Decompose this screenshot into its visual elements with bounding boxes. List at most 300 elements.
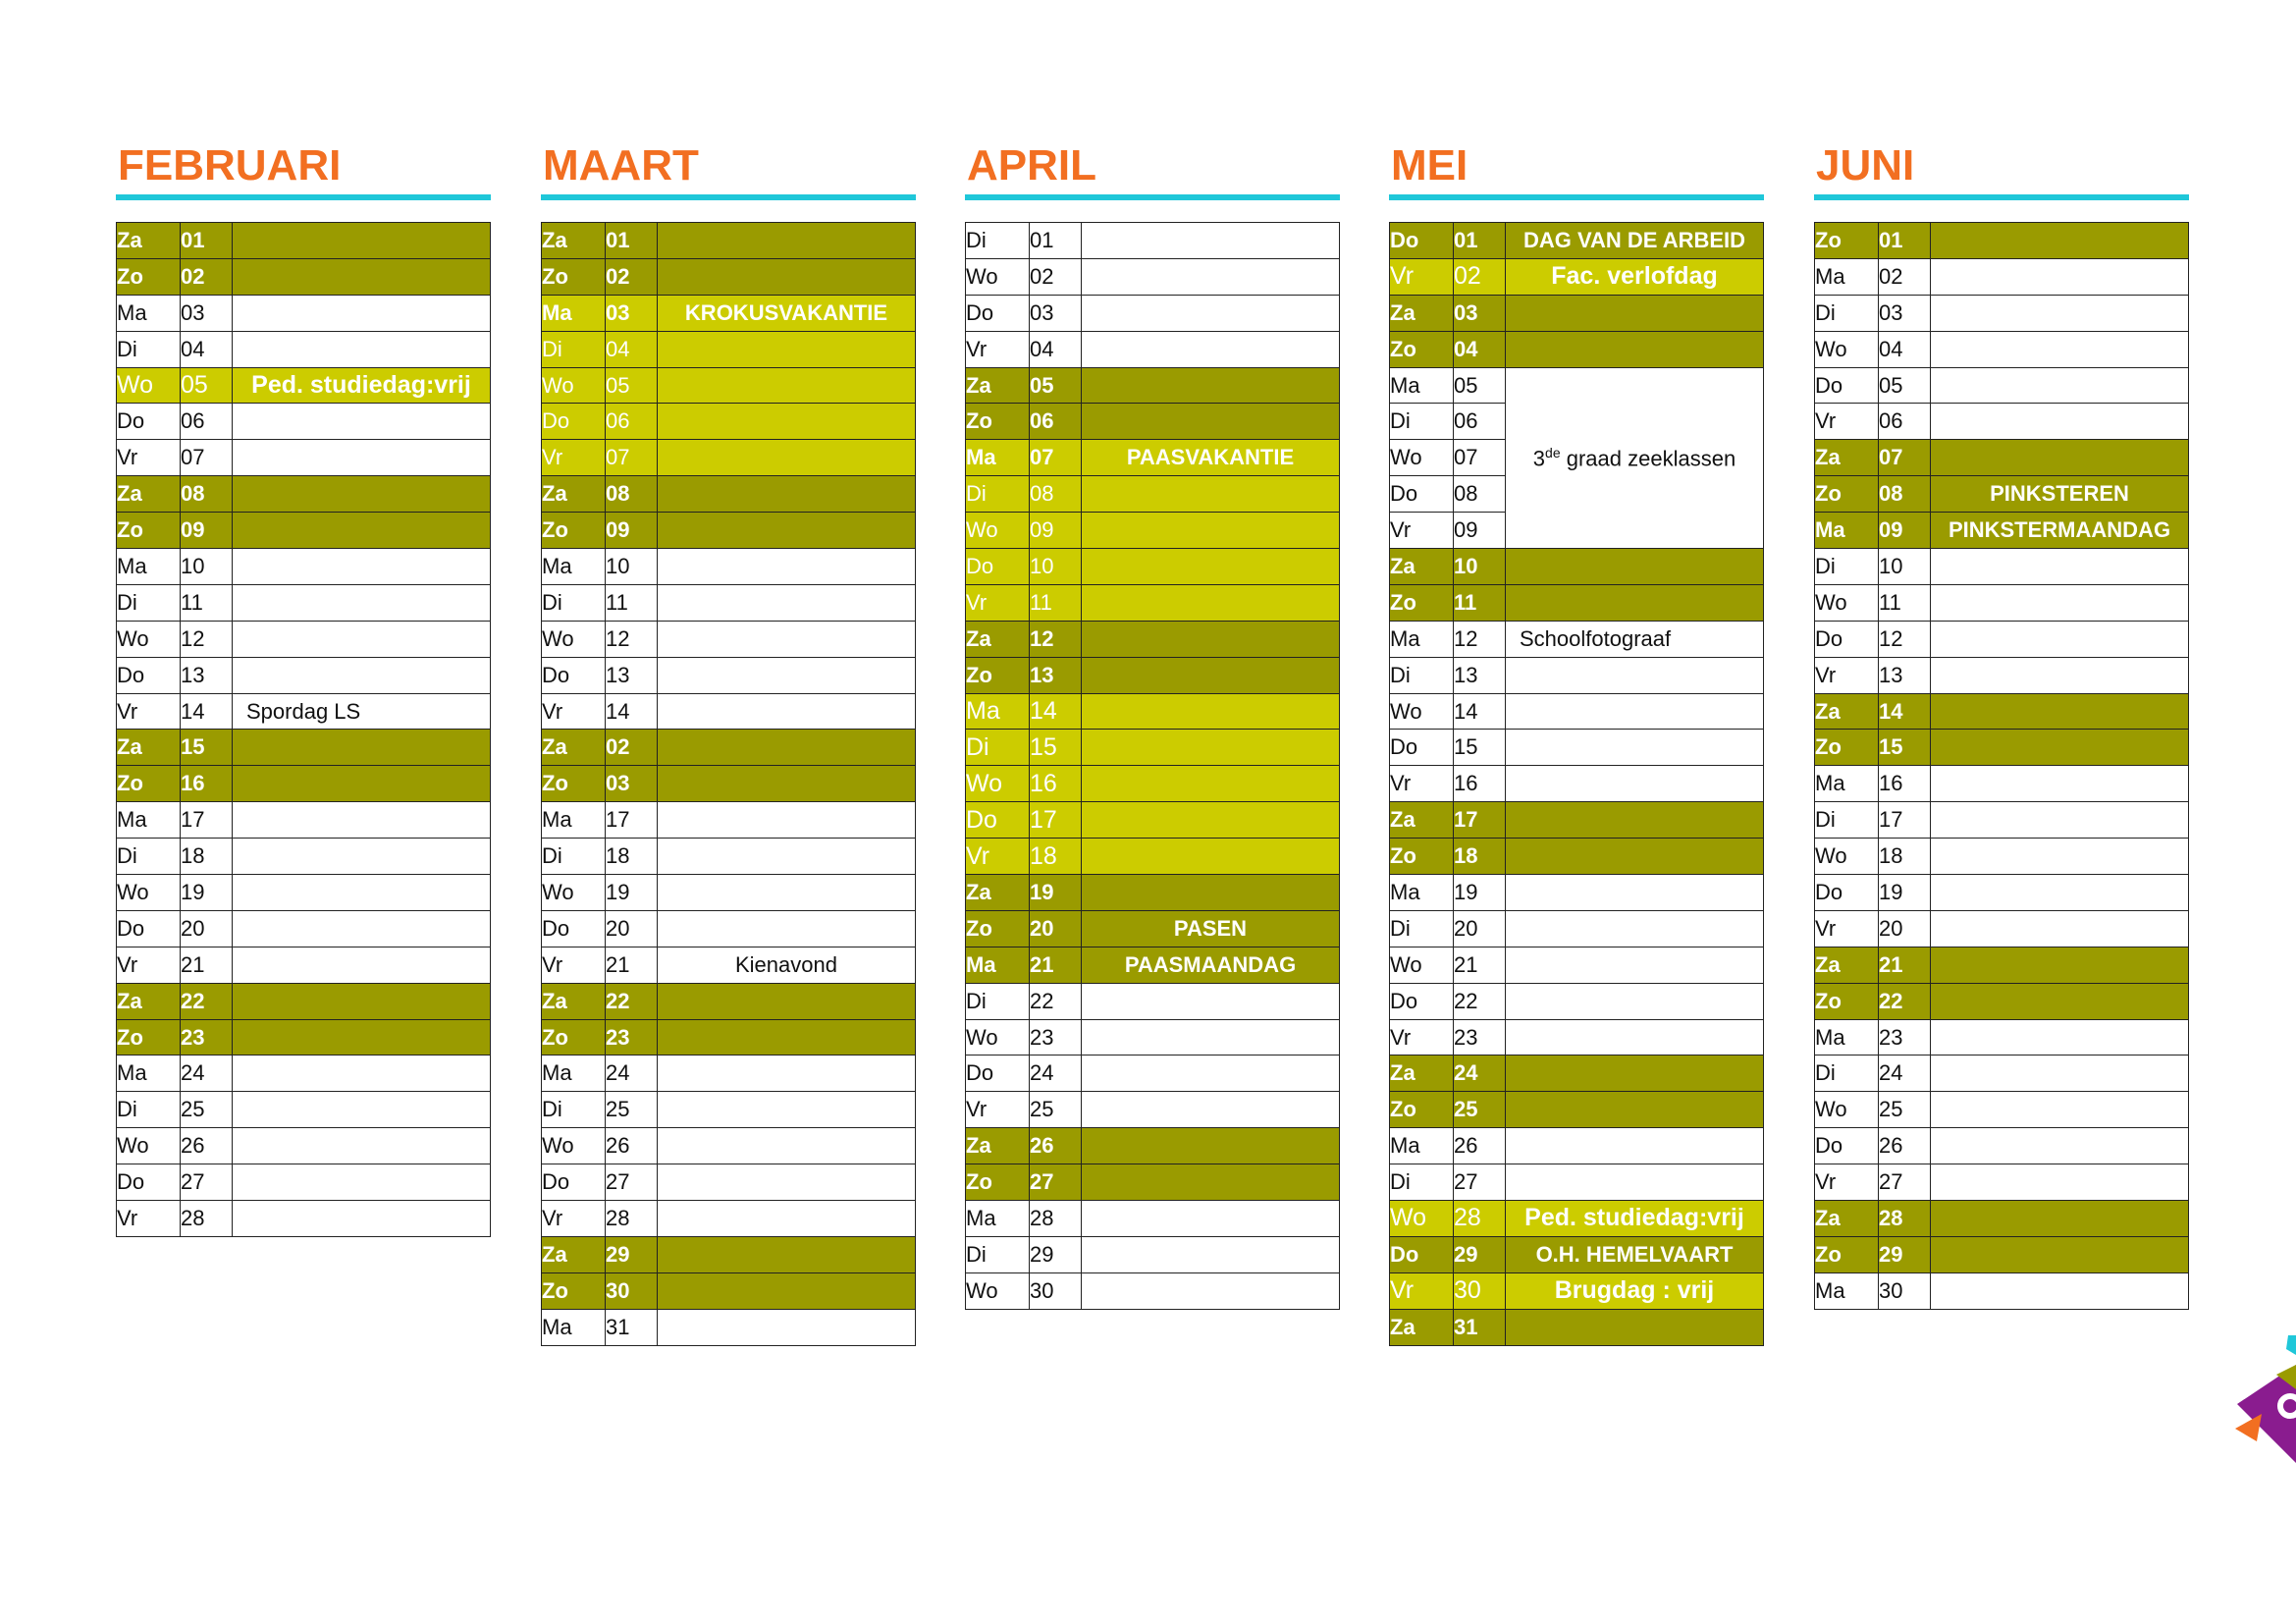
event-cell [1931,657,2189,693]
calendar-row [542,1056,916,1092]
weekday-cell: Zo [117,258,181,295]
day-number-cell: 21 [1879,947,1931,983]
event-cell [1082,1092,1340,1128]
day-number-cell: 26 [606,1128,658,1164]
title-divider [1814,194,2189,200]
event-cell [1506,584,1764,621]
event-cell [1506,983,1764,1019]
weekday-cell: Di [1815,295,1879,331]
event-cell [658,476,916,513]
calendar-row [966,693,1340,730]
calendar-row [1390,1128,1764,1164]
calendar-row [966,983,1340,1019]
day-number-cell: 30 [1030,1272,1082,1309]
weekday-cell: Za [117,223,181,259]
event-cell [233,839,491,875]
event-cell [233,258,491,295]
weekday-cell: Wo [966,513,1030,549]
weekday-cell: Do [117,910,181,947]
event-cell [1506,1056,1764,1092]
event-cell [658,657,916,693]
weekday-cell: Do [542,1164,606,1201]
weekday-cell: Za [117,476,181,513]
event-cell [233,584,491,621]
event-cell [233,766,491,802]
event-cell [1931,983,2189,1019]
weekday-cell: Vr [1390,258,1454,295]
weekday-cell: Ma [966,440,1030,476]
day-number-cell: 20 [1030,910,1082,947]
event-cell [1931,331,2189,367]
day-number-cell: 10 [606,549,658,585]
weekday-cell: Wo [1815,331,1879,367]
event-cell [658,223,916,259]
day-number-cell: 06 [181,404,233,440]
event-cell: Spordag LS [233,693,491,730]
calendar-row [1815,549,2189,585]
calendar-row [542,621,916,657]
event-cell [1506,730,1764,766]
event-cell [1082,404,1340,440]
weekday-cell: Za [1815,1201,1879,1237]
event-cell [658,1019,916,1056]
event-cell [658,1092,916,1128]
weekday-cell: Wo [542,621,606,657]
month-title: MEI [1391,141,1468,189]
calendar-row [1815,476,2189,513]
event-cell [1506,657,1764,693]
day-number-cell: 02 [1879,258,1931,295]
calendar-row [966,802,1340,839]
calendar-row [542,839,916,875]
calendar-row [1390,766,1764,802]
calendar-row [1390,223,1764,259]
day-number-cell: 09 [1030,513,1082,549]
weekday-cell: Wo [966,258,1030,295]
event-cell: O.H. HEMELVAART [1506,1236,1764,1272]
weekday-cell: Wo [1390,1201,1454,1237]
weekday-cell: Ma [1815,1272,1879,1309]
day-number-cell: 25 [1454,1092,1506,1128]
weekday-cell: Vr [1815,910,1879,947]
day-number-cell: 12 [606,621,658,657]
calendar-row [117,440,491,476]
weekday-cell: Do [1390,223,1454,259]
weekday-cell: Wo [1815,1092,1879,1128]
day-number-cell: 21 [1454,947,1506,983]
event-cell [233,910,491,947]
calendar-row [966,440,1340,476]
weekday-cell: Ma [1815,258,1879,295]
weekday-cell: Vr [117,947,181,983]
weekday-cell: Vr [966,1092,1030,1128]
calendar-row [542,1236,916,1272]
weekday-cell: Di [1815,802,1879,839]
day-number-cell: 10 [1454,549,1506,585]
day-number-cell: 26 [1879,1128,1931,1164]
event-cell [233,440,491,476]
weekday-cell: Za [966,1128,1030,1164]
weekday-cell: Wo [1390,693,1454,730]
weekday-cell: Do [1390,1236,1454,1272]
day-number-cell: 05 [1879,367,1931,404]
event-cell [1082,693,1340,730]
event-cell [658,1201,916,1237]
title-divider [1389,194,1764,200]
day-number-cell: 03 [1879,295,1931,331]
weekday-cell: Di [542,331,606,367]
weekday-cell: Do [1390,730,1454,766]
weekday-cell: Vr [542,693,606,730]
calendar-row [117,1019,491,1056]
event-cell [233,223,491,259]
day-number-cell: 15 [1030,730,1082,766]
month-maart [541,137,916,1346]
calendar-row [542,802,916,839]
weekday-cell: Za [117,983,181,1019]
calendar-row [117,476,491,513]
weekday-cell: Wo [1390,440,1454,476]
weekday-cell: Ma [1390,1128,1454,1164]
calendar-row [542,223,916,259]
day-number-cell: 04 [181,331,233,367]
day-number-cell: 14 [1454,693,1506,730]
weekday-cell: Zo [966,1164,1030,1201]
event-cell [233,1164,491,1201]
calendar-row [1390,621,1764,657]
day-number-cell: 24 [1879,1056,1931,1092]
calendar-row [1390,584,1764,621]
weekday-cell: Di [1390,657,1454,693]
event-cell [1506,1092,1764,1128]
day-number-cell: 29 [1879,1236,1931,1272]
weekday-cell: Wo [966,766,1030,802]
day-number-cell: 05 [181,367,233,404]
event-cell: Ped. studiedag:vrij [233,367,491,404]
day-number-cell: 27 [1030,1164,1082,1201]
calendar-row [1815,1128,2189,1164]
calendar-row [1815,584,2189,621]
calendar-row [117,1092,491,1128]
day-number-cell: 13 [1879,657,1931,693]
calendar-row [966,331,1340,367]
day-number-cell: 03 [1454,295,1506,331]
calendar-row [1815,1272,2189,1309]
event-cell: PINKSTEREN [1931,476,2189,513]
calendar-row [542,584,916,621]
calendar-row [542,1309,916,1345]
calendar-row [966,657,1340,693]
calendar-row [1390,657,1764,693]
event-cell [1082,584,1340,621]
calendar-row [1815,295,2189,331]
event-cell [1931,223,2189,259]
calendar-row [1390,295,1764,331]
day-number-cell: 03 [606,766,658,802]
calendar-row [1390,875,1764,911]
calendar-row [117,549,491,585]
weekday-cell: Za [1390,549,1454,585]
weekday-cell: Di [1390,1164,1454,1201]
calendar-row [117,910,491,947]
day-number-cell: 21 [181,947,233,983]
weekday-cell: Zo [1390,1092,1454,1128]
event-cell [658,440,916,476]
event-cell [1931,802,2189,839]
calendar-row [966,258,1340,295]
weekday-cell: Zo [1390,331,1454,367]
event-cell [1931,258,2189,295]
weekday-cell: Zo [117,1019,181,1056]
month-table [541,222,916,1346]
event-cell [658,910,916,947]
day-number-cell: 24 [1454,1056,1506,1092]
day-number-cell: 18 [181,839,233,875]
weekday-cell: Do [117,404,181,440]
calendar-row [1390,802,1764,839]
event-cell [233,1019,491,1056]
day-number-cell: 28 [1030,1201,1082,1237]
month-table [1814,222,2189,1310]
event-cell [1506,549,1764,585]
day-number-cell: 15 [181,730,233,766]
month-juni [1814,137,2189,1310]
weekday-cell: Ma [542,295,606,331]
weekday-cell: Di [1815,1056,1879,1092]
weekday-cell: Vr [1815,404,1879,440]
calendar-row [966,947,1340,983]
event-cell [1082,258,1340,295]
day-number-cell: 11 [1030,584,1082,621]
month-title: FEBRUARI [118,141,342,189]
event-cell [658,584,916,621]
calendar-row [966,513,1340,549]
event-cell [1931,404,2189,440]
calendar-row [1815,513,2189,549]
calendar-row [542,910,916,947]
calendar-row [542,476,916,513]
event-cell [233,295,491,331]
day-number-cell: 14 [1030,693,1082,730]
calendar-row [542,440,916,476]
weekday-cell: Wo [117,875,181,911]
weekday-cell: Za [1815,693,1879,730]
day-number-cell: 25 [606,1092,658,1128]
event-cell [1931,910,2189,947]
day-number-cell: 09 [1454,513,1506,549]
calendar-row [966,1019,1340,1056]
day-number-cell: 07 [1454,440,1506,476]
weekday-cell: Ma [1815,1019,1879,1056]
event-cell [233,947,491,983]
day-number-cell: 12 [1454,621,1506,657]
weekday-cell: Za [1390,802,1454,839]
weekday-cell: Do [966,295,1030,331]
event-cell [1082,983,1340,1019]
weekday-cell: Vr [1390,766,1454,802]
weekday-cell: Za [542,1236,606,1272]
day-number-cell: 22 [1030,983,1082,1019]
day-number-cell: 29 [1454,1236,1506,1272]
day-number-cell: 02 [1030,258,1082,295]
weekday-cell: Ma [1390,621,1454,657]
calendar-row [117,1128,491,1164]
month-title: JUNI [1816,141,1915,189]
weekday-cell: Do [966,802,1030,839]
calendar-row [1815,258,2189,295]
weekday-cell: Do [966,549,1030,585]
day-number-cell: 14 [606,693,658,730]
weekday-cell: Za [542,983,606,1019]
calendar-row [1815,440,2189,476]
weekday-cell: Vr [117,1201,181,1237]
calendar-row [1815,1236,2189,1272]
calendar-row [966,1164,1340,1201]
weekday-cell: Zo [966,657,1030,693]
weekday-cell: Za [966,367,1030,404]
event-cell: PAASVAKANTIE [1082,440,1340,476]
calendar-row [1815,404,2189,440]
day-number-cell: 26 [1030,1128,1082,1164]
calendar-row [542,983,916,1019]
event-cell [1082,331,1340,367]
weekday-cell: Zo [542,1019,606,1056]
day-number-cell: 01 [181,223,233,259]
weekday-cell: Vr [542,947,606,983]
calendar-row [1390,1236,1764,1272]
day-number-cell: 10 [1879,549,1931,585]
day-number-cell: 27 [606,1164,658,1201]
weekday-cell: Za [117,730,181,766]
calendar-row [542,947,916,983]
calendar-row [117,584,491,621]
weekday-cell: Wo [542,875,606,911]
day-number-cell: 03 [606,295,658,331]
event-cell [1931,1128,2189,1164]
day-number-cell: 08 [1454,476,1506,513]
calendar-row [1390,1164,1764,1201]
calendar-row [542,1092,916,1128]
calendar-row [1815,621,2189,657]
event-cell [1082,1056,1340,1092]
day-number-cell: 07 [606,440,658,476]
day-number-cell: 23 [1454,1019,1506,1056]
event-cell [233,404,491,440]
day-number-cell: 13 [1030,657,1082,693]
weekday-cell: Vr [966,331,1030,367]
weekday-cell: Za [966,621,1030,657]
weekday-cell: Ma [117,1056,181,1092]
calendar-row [966,1201,1340,1237]
weekday-cell: Ma [117,295,181,331]
event-cell [1506,1309,1764,1345]
calendar-row [1390,1272,1764,1309]
event-cell [1931,584,2189,621]
weekday-cell: Do [542,910,606,947]
calendar-row [1815,983,2189,1019]
event-cell [1931,693,2189,730]
day-number-cell: 03 [1030,295,1082,331]
weekday-cell: Zo [117,513,181,549]
weekday-cell: Zo [117,766,181,802]
event-cell [658,1236,916,1272]
day-number-cell: 07 [181,440,233,476]
day-number-cell: 10 [1030,549,1082,585]
calendar-row [1815,1056,2189,1092]
weekday-cell: Do [1390,476,1454,513]
calendar-row [542,1272,916,1309]
calendar-row [542,331,916,367]
event-cell [1082,1201,1340,1237]
weekday-cell: Vr [1390,513,1454,549]
weekday-cell: Vr [1815,657,1879,693]
day-number-cell: 06 [1879,404,1931,440]
event-cell [233,476,491,513]
day-number-cell: 27 [1879,1164,1931,1201]
day-number-cell: 16 [1879,766,1931,802]
day-number-cell: 04 [1454,331,1506,367]
day-number-cell: 28 [181,1201,233,1237]
day-number-cell: 08 [1879,476,1931,513]
event-cell [233,730,491,766]
weekday-cell: Za [542,730,606,766]
day-number-cell: 15 [1454,730,1506,766]
weekday-cell: Wo [117,1128,181,1164]
weekday-cell: Za [1815,440,1879,476]
event-cell [1082,1164,1340,1201]
event-cell [1931,1236,2189,1272]
calendar-row [1815,1019,2189,1056]
weekday-cell: Di [966,476,1030,513]
weekday-cell: Za [1390,295,1454,331]
day-number-cell: 24 [606,1056,658,1092]
day-number-cell: 01 [1879,223,1931,259]
event-cell [233,1092,491,1128]
weekday-cell: Di [542,584,606,621]
day-number-cell: 25 [181,1092,233,1128]
event-cell: Fac. verlofdag [1506,258,1764,295]
event-cell [658,1309,916,1345]
calendar-row [966,223,1340,259]
day-number-cell: 26 [1454,1128,1506,1164]
day-number-cell: 05 [1454,367,1506,404]
calendar-row [117,1056,491,1092]
calendar-row [1815,1092,2189,1128]
month-februari [116,137,491,1237]
title-divider [541,194,916,200]
day-number-cell: 18 [606,839,658,875]
day-number-cell: 06 [1454,404,1506,440]
weekday-cell: Do [1815,367,1879,404]
weekday-cell: Ma [1390,875,1454,911]
day-number-cell: 16 [1454,766,1506,802]
calendar-row [1390,258,1764,295]
day-number-cell: 11 [606,584,658,621]
weekday-cell: Vr [542,1201,606,1237]
event-cell [1082,367,1340,404]
calendar-row [542,1164,916,1201]
event-cell [1082,549,1340,585]
weekday-cell: Zo [1815,730,1879,766]
calendar-row [1390,1019,1764,1056]
day-number-cell: 13 [181,657,233,693]
day-number-cell: 08 [606,476,658,513]
day-number-cell: 01 [606,223,658,259]
weekday-cell: Di [117,584,181,621]
day-number-cell: 09 [1879,513,1931,549]
event-cell [1082,1236,1340,1272]
day-number-cell: 20 [1454,910,1506,947]
